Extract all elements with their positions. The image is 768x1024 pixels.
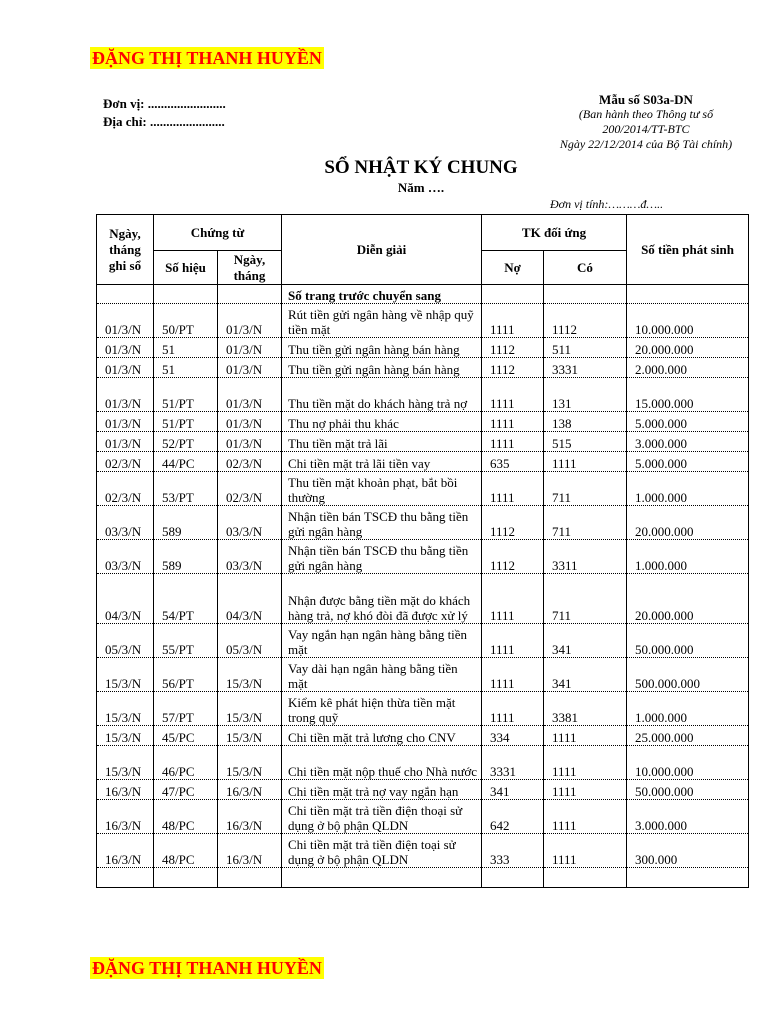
row-debit-account: 1111 — [482, 304, 544, 338]
row-voucher-date: 15/3/N — [218, 746, 282, 780]
address-label: Địa chỉ: ....................... — [103, 114, 225, 129]
row-description: Nhận tiền bán TSCĐ thu bằng tiền gửi ngân hàng — [282, 540, 482, 574]
row-voucher-date: 01/3/N — [218, 338, 282, 358]
col-debit: Nợ — [482, 251, 544, 285]
row-credit-account: 1111 — [544, 726, 627, 746]
row-description: Chi tiền mặt trả lãi tiền vay — [282, 452, 482, 472]
row-date: 01/3/N — [97, 358, 154, 378]
table-cell — [154, 868, 218, 888]
row-credit-account: 511 — [544, 338, 627, 358]
row-debit-account: 1111 — [482, 692, 544, 726]
row-credit-account: 131 — [544, 378, 627, 412]
year-label: Năm …. — [397, 180, 445, 195]
row-debit-account: 1111 — [482, 624, 544, 658]
row-credit-account: 1112 — [544, 304, 627, 338]
row-credit-account: 3311 — [544, 540, 627, 574]
table-row — [97, 746, 749, 780]
row-description: Rút tiền gửi ngân hàng về nhập quỹ tiền mặt — [282, 304, 482, 338]
table-cell — [97, 868, 154, 888]
form-reference — [540, 92, 752, 152]
row-date: 15/3/N — [97, 692, 154, 726]
row-voucher-no: 48/PC — [154, 800, 218, 834]
table-row — [97, 338, 749, 358]
row-voucher-date: 01/3/N — [218, 432, 282, 452]
row-date: 02/3/N — [97, 452, 154, 472]
row-date: 02/3/N — [97, 472, 154, 506]
table-cell — [627, 868, 749, 888]
row-voucher-no: 57/PT — [154, 692, 218, 726]
row-voucher-date: 01/3/N — [218, 304, 282, 338]
row-debit-account: 1112 — [482, 338, 544, 358]
row-voucher-no: 53/PT — [154, 472, 218, 506]
row-credit-account: 1111 — [544, 780, 627, 800]
row-amount: 5.000.000 — [627, 412, 749, 432]
row-description: Chi tiền mặt trả tiền điện toại sử dụng ở bộ phận QLDN — [282, 834, 482, 868]
table-row — [97, 574, 749, 624]
row-description: Thu tiền mặt khoản phạt, bắt bồi thường — [282, 472, 482, 506]
table-row — [97, 780, 749, 800]
row-description: Thu tiền gửi ngân hàng bán hàng — [282, 338, 482, 358]
table-cell — [544, 285, 627, 304]
table-cell — [482, 868, 544, 888]
row-debit-account: 1111 — [482, 574, 544, 624]
row-voucher-date: 01/3/N — [218, 412, 282, 432]
row-voucher-no: 44/PC — [154, 452, 218, 472]
journal-body — [97, 285, 749, 888]
entity-info — [103, 95, 226, 131]
row-date: 03/3/N — [97, 540, 154, 574]
row-credit-account: 711 — [544, 574, 627, 624]
currency-unit: Đơn vị tính:………đ….. — [550, 197, 664, 211]
row-voucher-no: 46/PC — [154, 746, 218, 780]
row-credit-account: 3331 — [544, 358, 627, 378]
row-amount: 15.000.000 — [627, 378, 749, 412]
row-voucher-date: 15/3/N — [218, 658, 282, 692]
carried-forward-row — [97, 285, 749, 304]
row-credit-account: 1111 — [544, 746, 627, 780]
row-credit-account: 711 — [544, 472, 627, 506]
table-cell — [218, 285, 282, 304]
table-cell — [154, 285, 218, 304]
row-voucher-no: 52/PT — [154, 432, 218, 452]
row-amount: 3.000.000 — [627, 432, 749, 452]
row-debit-account: 1111 — [482, 378, 544, 412]
row-date: 01/3/N — [97, 378, 154, 412]
row-debit-account: 1112 — [482, 540, 544, 574]
row-credit-account: 711 — [544, 506, 627, 540]
row-credit-account: 1111 — [544, 800, 627, 834]
row-voucher-no: 50/PT — [154, 304, 218, 338]
row-voucher-no: 48/PC — [154, 834, 218, 868]
author-name-bottom: ĐẶNG THỊ THANH HUYỀN — [92, 958, 322, 978]
author-name-top: ĐẶNG THỊ THANH HUYỀN — [92, 48, 322, 68]
table-row — [97, 304, 749, 338]
row-amount: 20.000.000 — [627, 506, 749, 540]
row-description: Thu tiền mặt trả lãi — [282, 432, 482, 452]
col-description: Diễn giải — [282, 215, 482, 285]
col-amount: Số tiền phát sinh — [627, 215, 749, 285]
row-voucher-no: 51/PT — [154, 378, 218, 412]
table-row — [97, 624, 749, 658]
row-credit-account: 515 — [544, 432, 627, 452]
row-debit-account: 333 — [482, 834, 544, 868]
row-amount: 20.000.000 — [627, 574, 749, 624]
row-description: Kiểm kê phát hiện thừa tiền mặt trong quỹ — [282, 692, 482, 726]
row-voucher-date: 15/3/N — [218, 692, 282, 726]
row-voucher-date: 16/3/N — [218, 780, 282, 800]
col-corresponding-account: TK đối ứng — [482, 215, 627, 251]
row-debit-account: 1111 — [482, 412, 544, 432]
page-title: SỔ NHẬT KÝ CHUNG — [324, 157, 518, 178]
table-cell — [544, 868, 627, 888]
row-credit-account: 3381 — [544, 692, 627, 726]
row-debit-account: 1111 — [482, 472, 544, 506]
row-description: Thu tiền gửi ngân hàng bán hàng — [282, 358, 482, 378]
row-date: 01/3/N — [97, 338, 154, 358]
table-row — [97, 540, 749, 574]
table-row — [97, 506, 749, 540]
row-voucher-date: 02/3/N — [218, 472, 282, 506]
row-date: 05/3/N — [97, 624, 154, 658]
row-description: Chi tiền mặt nộp thuế cho Nhà nước — [282, 746, 482, 780]
row-date: 16/3/N — [97, 834, 154, 868]
row-debit-account: 3331 — [482, 746, 544, 780]
table-cell — [97, 285, 154, 304]
row-amount: 10.000.000 — [627, 746, 749, 780]
row-debit-account: 1111 — [482, 432, 544, 452]
table-row — [97, 452, 749, 472]
table-cell — [627, 285, 749, 304]
table-row — [97, 472, 749, 506]
row-debit-account: 1111 — [482, 658, 544, 692]
row-date: 01/3/N — [97, 412, 154, 432]
row-amount: 3.000.000 — [627, 800, 749, 834]
row-debit-account: 341 — [482, 780, 544, 800]
row-voucher-no: 45/PC — [154, 726, 218, 746]
row-amount: 500.000.000 — [627, 658, 749, 692]
row-debit-account: 642 — [482, 800, 544, 834]
row-description: Thu tiền mặt do khách hàng trả nợ — [282, 378, 482, 412]
row-voucher-no: 589 — [154, 540, 218, 574]
row-date: 15/3/N — [97, 658, 154, 692]
row-voucher-date: 03/3/N — [218, 540, 282, 574]
row-date: 01/3/N — [97, 304, 154, 338]
row-voucher-no: 51/PT — [154, 412, 218, 432]
row-credit-account: 341 — [544, 658, 627, 692]
form-issued-line3: Ngày 22/12/2014 của Bộ Tài chính) — [559, 137, 733, 151]
row-debit-account: 1112 — [482, 358, 544, 378]
table-row — [97, 412, 749, 432]
row-voucher-no: 56/PT — [154, 658, 218, 692]
row-amount: 5.000.000 — [627, 452, 749, 472]
table-cell — [218, 868, 282, 888]
row-amount: 2.000.000 — [627, 358, 749, 378]
table-row — [97, 378, 749, 412]
row-voucher-no: 589 — [154, 506, 218, 540]
row-amount: 300.000 — [627, 834, 749, 868]
row-voucher-no: 51 — [154, 358, 218, 378]
row-date: 01/3/N — [97, 432, 154, 452]
row-description: Nhận tiền bán TSCĐ thu bằng tiền gửi ngân hàng — [282, 506, 482, 540]
row-voucher-date: 15/3/N — [218, 726, 282, 746]
row-description: Vay ngắn hạn ngân hàng bằng tiền mặt — [282, 624, 482, 658]
row-credit-account: 1111 — [544, 834, 627, 868]
row-amount: 1.000.000 — [627, 472, 749, 506]
row-amount: 50.000.000 — [627, 624, 749, 658]
row-voucher-date: 01/3/N — [218, 358, 282, 378]
row-description: Vay dài hạn ngân hàng bằng tiền mặt — [282, 658, 482, 692]
col-voucher-date: Ngày, tháng — [218, 251, 282, 285]
row-voucher-date: 03/3/N — [218, 506, 282, 540]
row-voucher-date: 02/3/N — [218, 452, 282, 472]
row-voucher-no: 55/PT — [154, 624, 218, 658]
row-credit-account: 341 — [544, 624, 627, 658]
row-credit-account: 1111 — [544, 452, 627, 472]
col-voucher-no: Số hiệu — [154, 251, 218, 285]
empty-row — [97, 868, 749, 888]
row-description: Thu nợ phải thu khác — [282, 412, 482, 432]
row-date: 15/3/N — [97, 746, 154, 780]
unit-label: Đơn vị: ........................ — [103, 96, 226, 111]
row-voucher-date: 16/3/N — [218, 834, 282, 868]
row-voucher-date: 04/3/N — [218, 574, 282, 624]
form-issued-line2: 200/2014/TT-BTC — [602, 122, 690, 136]
row-date: 16/3/N — [97, 800, 154, 834]
row-description: Chi tiền mặt trả lương cho CNV — [282, 726, 482, 746]
carried-forward-label: Số trang trước chuyển sang — [282, 285, 482, 304]
table-cell — [282, 868, 482, 888]
row-description: Nhận được bằng tiền mặt do khách hàng trả, nợ khó đòi đã được xử lý — [282, 574, 482, 624]
row-description: Chi tiền mặt trả tiền điện thoại sử dụng ở bộ phận QLDN — [282, 800, 482, 834]
col-date-recorded: Ngày, tháng ghi sổ — [97, 215, 154, 285]
form-code: Mẫu số S03a-DN — [599, 92, 693, 107]
table-row — [97, 658, 749, 692]
table-row — [97, 800, 749, 834]
row-voucher-no: 47/PC — [154, 780, 218, 800]
row-voucher-date: 01/3/N — [218, 378, 282, 412]
col-voucher: Chứng từ — [154, 215, 282, 251]
row-voucher-date: 16/3/N — [218, 800, 282, 834]
row-date: 16/3/N — [97, 780, 154, 800]
row-voucher-no: 51 — [154, 338, 218, 358]
table-row — [97, 834, 749, 868]
table-row — [97, 726, 749, 746]
row-amount: 1.000.000 — [627, 692, 749, 726]
table-row — [97, 432, 749, 452]
row-debit-account: 635 — [482, 452, 544, 472]
row-amount: 10.000.000 — [627, 304, 749, 338]
row-debit-account: 1112 — [482, 506, 544, 540]
col-credit: Có — [544, 251, 627, 285]
row-amount: 50.000.000 — [627, 780, 749, 800]
table-cell — [482, 285, 544, 304]
row-voucher-no: 54/PT — [154, 574, 218, 624]
row-voucher-date: 05/3/N — [218, 624, 282, 658]
row-date: 15/3/N — [97, 726, 154, 746]
table-row — [97, 692, 749, 726]
journal-table — [96, 214, 749, 888]
row-amount: 20.000.000 — [627, 338, 749, 358]
row-date: 03/3/N — [97, 506, 154, 540]
row-debit-account: 334 — [482, 726, 544, 746]
table-row — [97, 358, 749, 378]
row-description: Chi tiền mặt trả nợ vay ngắn hạn — [282, 780, 482, 800]
row-amount: 25.000.000 — [627, 726, 749, 746]
row-amount: 1.000.000 — [627, 540, 749, 574]
row-date: 04/3/N — [97, 574, 154, 624]
form-issued-line1: (Ban hành theo Thông tư số — [578, 107, 714, 121]
row-credit-account: 138 — [544, 412, 627, 432]
